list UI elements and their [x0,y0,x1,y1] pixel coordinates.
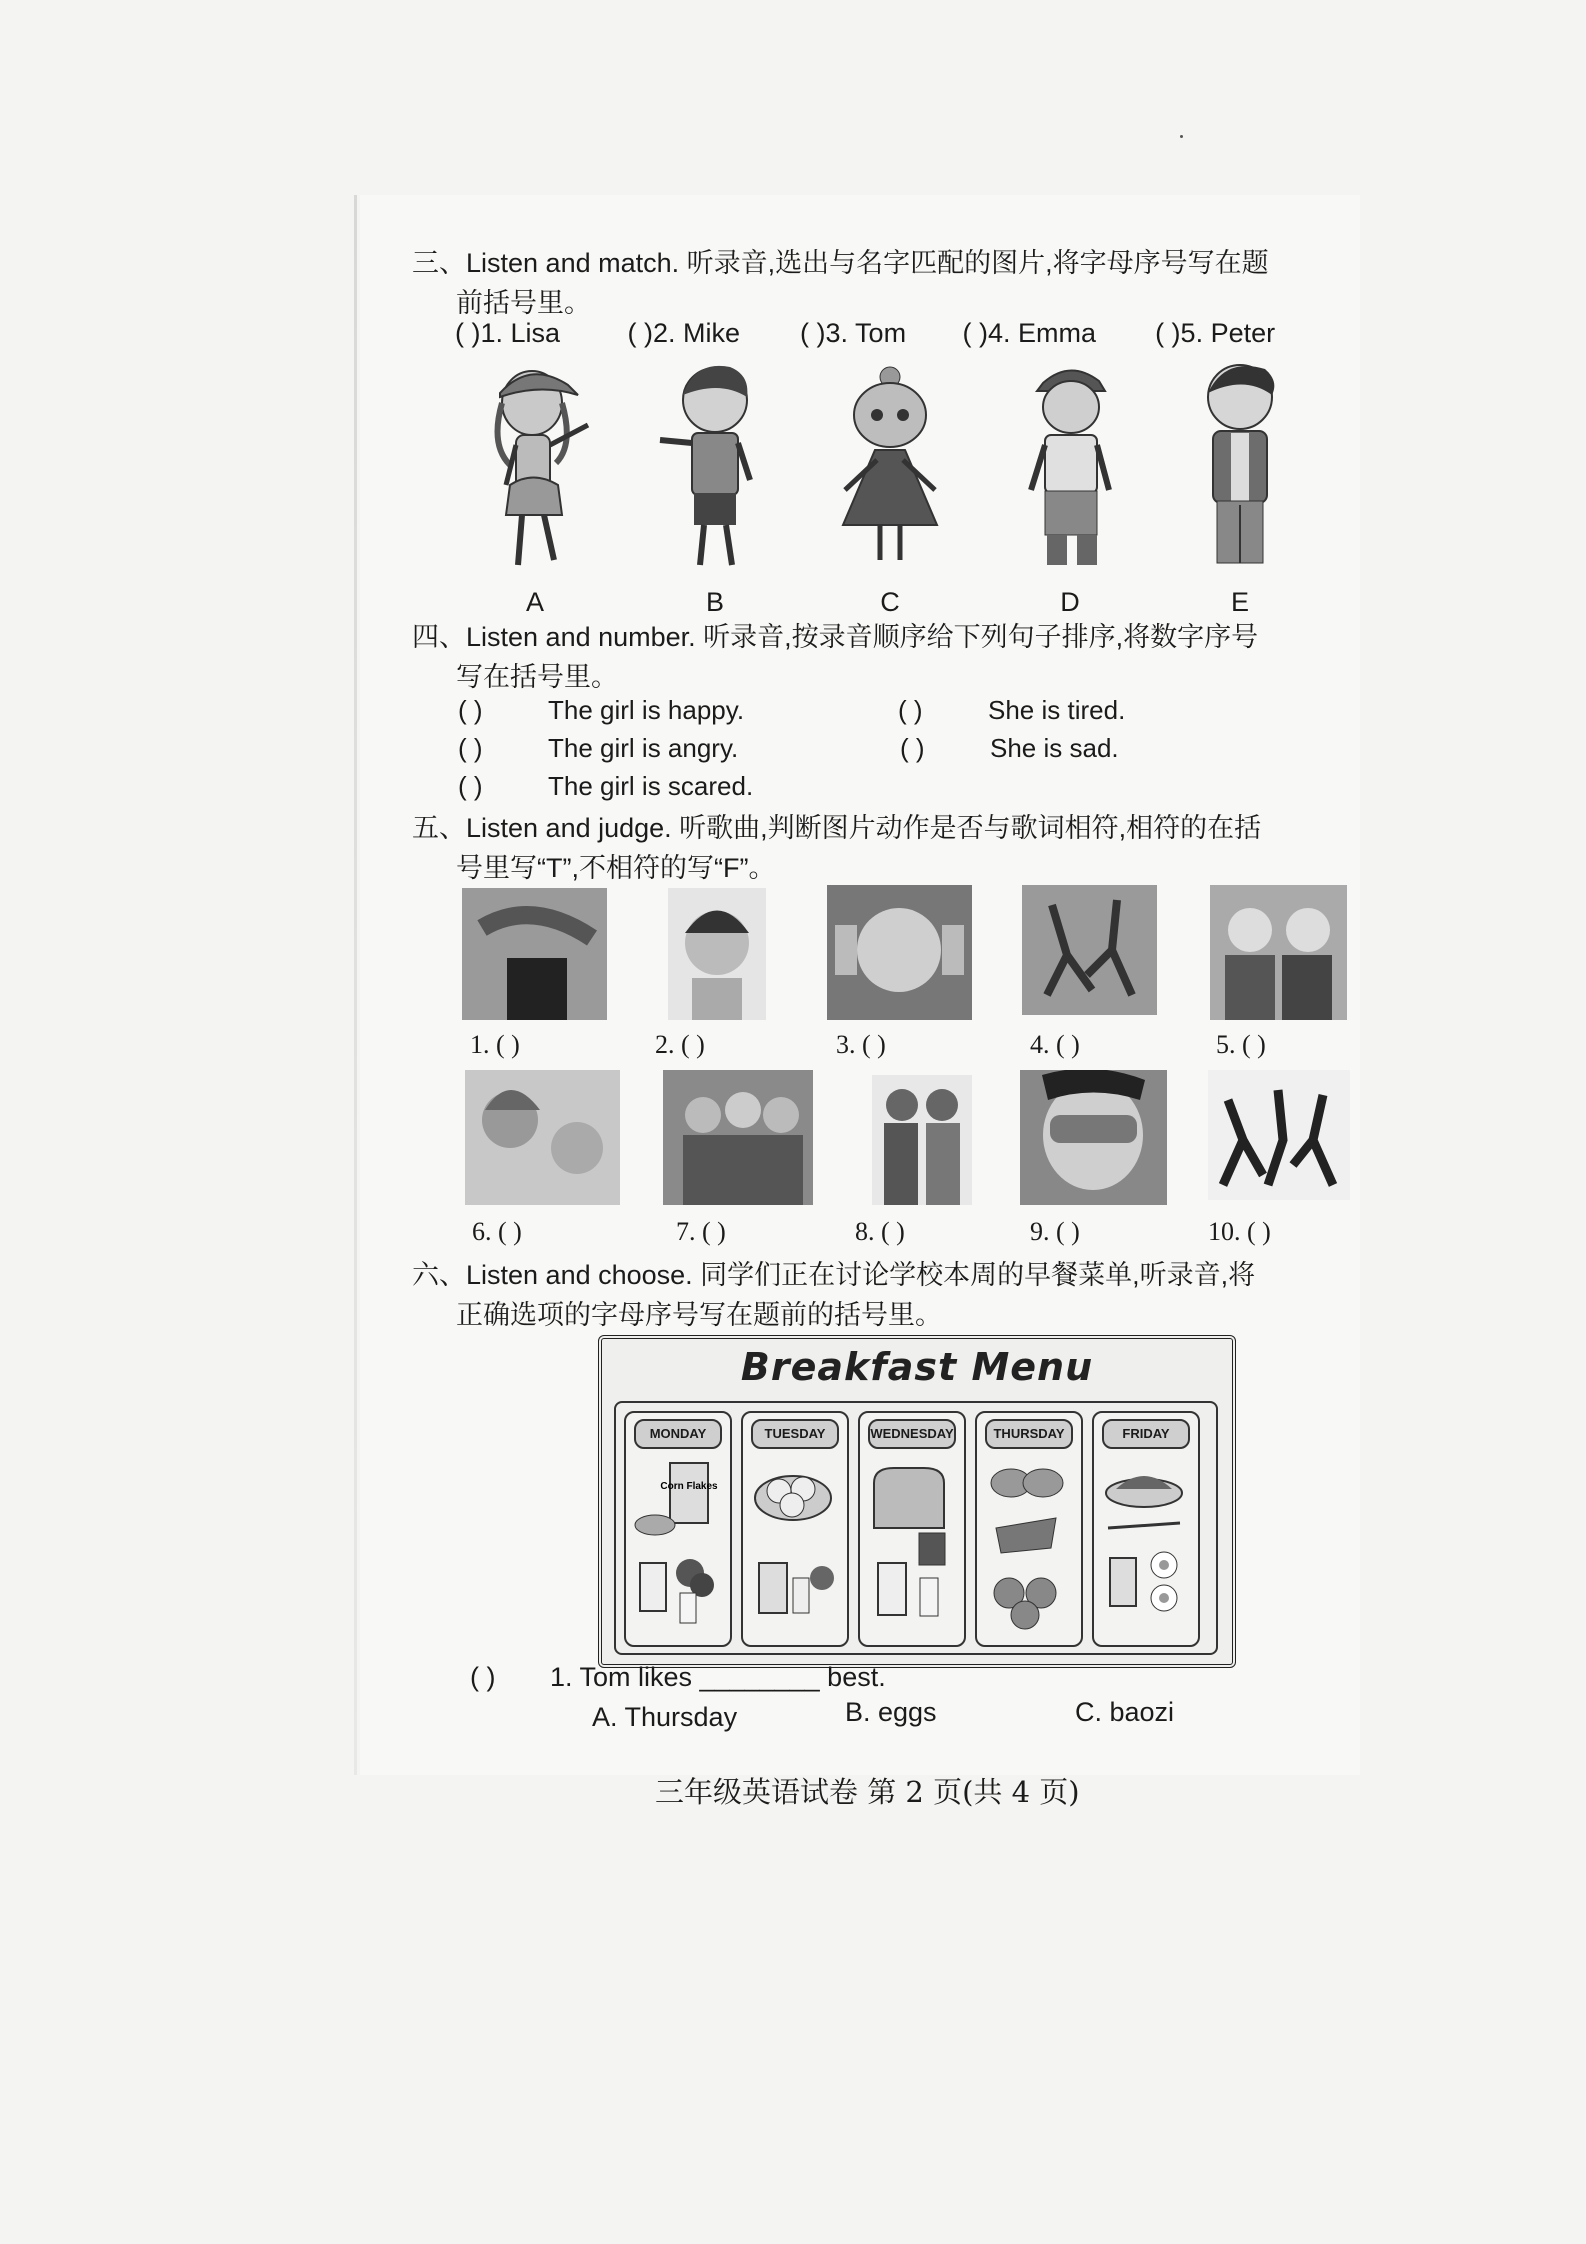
section4-number: 四、 [412,622,466,652]
section5-title-cont: 号里写“T”,不相符的写“F”。 [456,853,776,883]
section4-heading [412,617,1258,697]
picture-label-c: C [880,587,900,617]
judge-label-8[interactable]: 8. ( ) [855,1217,905,1246]
photo-9 [1020,1070,1167,1205]
sentence-1 [458,695,744,726]
sentence-text: The girl is scared. [548,771,754,801]
thursday-foods [981,1453,1073,1638]
match-item-1[interactable]: ( )1. Lisa [455,318,561,348]
photo-1 [462,888,607,1020]
judge-label-1[interactable]: 1. ( ) [470,1030,520,1059]
menu-day-thursday [975,1411,1083,1647]
menu-title: Breakfast Menu [740,1345,1094,1389]
option-c[interactable]: C. baozi [1075,1697,1175,1727]
answer-paren[interactable]: ( ) [458,695,483,725]
page-footer: 三年级英语试卷 第 2 页(共 4 页) [655,1775,1080,1809]
picture-b-boy [650,355,780,580]
sentence-4 [900,733,1119,764]
judge-label-5[interactable]: 5. ( ) [1216,1030,1266,1059]
question-1 [470,1662,886,1693]
photo-8 [872,1075,972,1205]
judge-label-10[interactable]: 10. ( ) [1208,1217,1271,1246]
match-item-4[interactable]: ( )4. Emma [962,318,1097,348]
match-item-2[interactable]: ( )2. Mike [627,318,741,348]
day-label: FRIDAY [1102,1419,1190,1449]
answer-paren[interactable]: ( ) [470,1662,496,1692]
sentence-3 [458,733,738,764]
picture-a-girl-cap [470,355,600,580]
answer-paren[interactable]: ( ) [458,771,483,801]
match-item-3[interactable]: ( )3. Tom [800,318,907,348]
menu-day-friday [1092,1411,1200,1647]
match-item-5[interactable]: ( )5. Peter [1155,318,1276,348]
friday-foods [1098,1453,1190,1638]
answer-paren[interactable]: ( ) [458,733,483,763]
section6-title: Listen and choose. 同学们正在讨论学校本周的早餐菜单,听录音,将 [466,1260,1256,1290]
section3-items [455,318,1325,349]
breakfast-menu [598,1335,1236,1668]
menu-board [614,1401,1218,1655]
section4-title: Listen and number. 听录音,按录音顺序给下列句子排序,将数字序号 [466,622,1259,652]
option-a[interactable]: A. Thursday [592,1702,738,1732]
sentence-text: The girl is happy. [548,695,745,725]
judge-label-7[interactable]: 7. ( ) [676,1217,726,1246]
menu-day-tuesday [741,1411,849,1647]
section3-number: 三、 [412,248,466,278]
judge-label-2[interactable]: 2. ( ) [655,1030,705,1059]
photo-10 [1208,1070,1350,1200]
tuesday-foods [747,1453,839,1638]
cereal-box-label: Corn Flakes [660,1481,718,1492]
sentence-text: She is sad. [990,733,1119,763]
section4-title-cont: 写在括号里。 [456,662,618,692]
sentence-5 [458,771,753,802]
picture-label-b: B [705,587,724,617]
photo-2 [668,888,766,1020]
picture-d-boy-cap [1005,355,1135,580]
photo-4 [1022,885,1157,1015]
sentence-text: She is tired. [988,695,1126,725]
section6-heading [412,1255,1255,1335]
sentence-text: The girl is angry. [548,733,739,763]
picture-label-d: D [1060,587,1080,617]
question-stem: 1. Tom likes ________ best. [550,1662,886,1692]
photo-6 [465,1070,620,1205]
menu-day-monday [624,1411,732,1647]
day-label: TUESDAY [751,1419,839,1449]
scan-speck [1180,135,1183,138]
section5-title: Listen and judge. 听歌曲,判断图片动作是否与歌词相符,相符的在括 [466,813,1262,843]
photo-5 [1210,885,1347,1020]
picture-label-a: A [525,587,544,617]
picture-e-boy-jacket [1175,355,1305,580]
section6-title-cont: 正确选项的字母序号写在题前的括号里。 [456,1300,942,1330]
day-label: WEDNESDAY [868,1419,956,1449]
monday-foods [630,1453,722,1638]
option-b[interactable]: B. eggs [845,1697,937,1727]
judge-label-9[interactable]: 9. ( ) [1030,1217,1080,1246]
section3-title-cont: 前括号里。 [456,288,591,318]
answer-paren[interactable]: ( ) [898,695,923,725]
day-label: THURSDAY [985,1419,1073,1449]
section3-heading [412,243,1269,323]
answer-paren[interactable]: ( ) [900,733,925,763]
sentence-2 [898,695,1125,726]
picture-c-girl-dress [825,355,955,580]
day-label: MONDAY [634,1419,722,1449]
photo-7 [663,1070,813,1205]
menu-day-wednesday [858,1411,966,1647]
section5-heading [412,808,1261,888]
judge-label-6[interactable]: 6. ( ) [472,1217,522,1246]
section6-number: 六、 [412,1260,466,1290]
kids-pictures [470,355,1330,625]
picture-label-e: E [1230,587,1249,617]
section3-title: Listen and match. 听录音,选出与名字匹配的图片,将字母序号写在题 [466,248,1269,278]
judge-label-4[interactable]: 4. ( ) [1030,1030,1080,1059]
wednesday-foods [864,1453,956,1638]
section5-number: 五、 [412,813,466,843]
judge-label-3[interactable]: 3. ( ) [836,1030,886,1059]
photo-3 [827,885,972,1020]
